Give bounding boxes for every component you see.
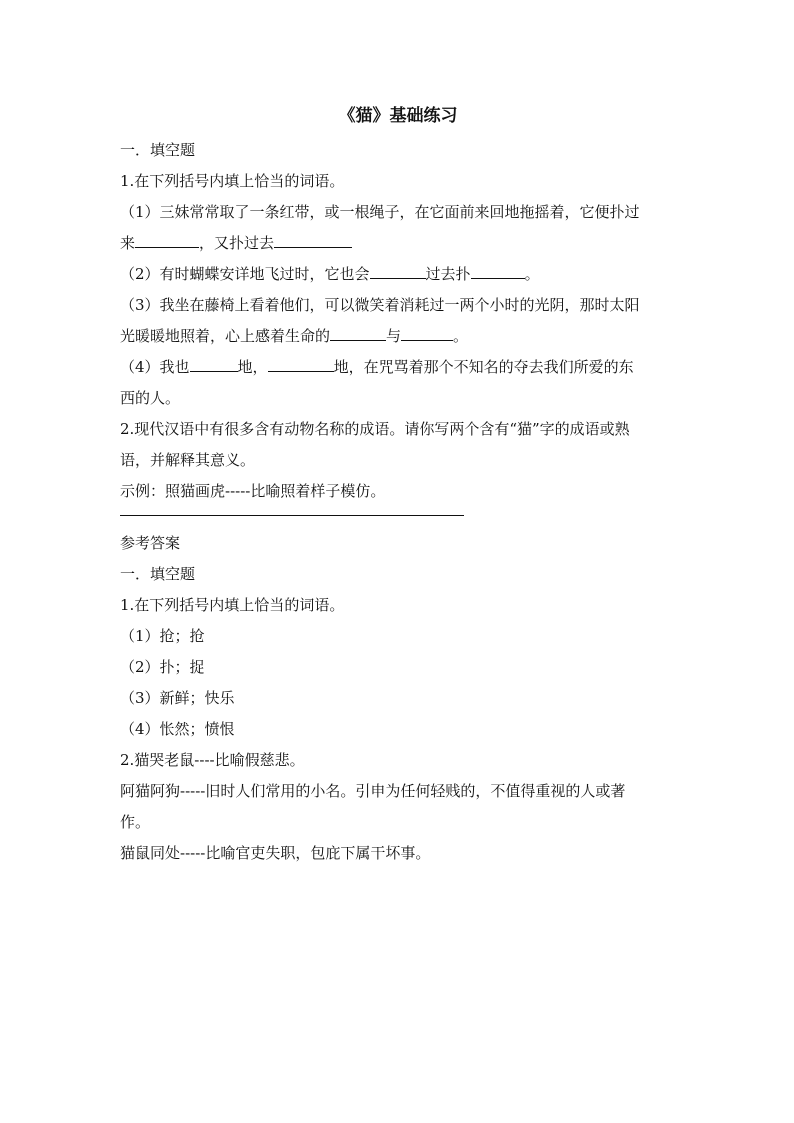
question-text: 光暖暖地照着，心上感着生命的 xyxy=(120,327,331,345)
answers-question-1-prompt: 1.在下列括号内填上恰当的词语。 xyxy=(120,596,345,614)
document-title: 《猫》基础练习 xyxy=(338,106,458,126)
question-text: 地，在咒骂着那个不知名的夺去我们所爱的东 xyxy=(333,358,634,376)
question-text: （4）我也 xyxy=(120,358,190,376)
answer-q2-line-3: 作。 xyxy=(120,813,151,831)
question-text: ，又扑过去 xyxy=(199,234,275,252)
answer-q2-line-2: 阿猫阿狗-----旧时人们常用的小名。引申为任何轻贱的，不值得重视的人或著 xyxy=(120,782,626,800)
question-2-line-1: 2.现代汉语中有很多含有动物名称的成语。请你写两个含有“猫”字的成语或熟 xyxy=(120,420,630,438)
question-1-prompt: 1.在下列括号内填上恰当的词语。 xyxy=(120,172,345,190)
question-text: 地， xyxy=(237,358,268,376)
question-text: 。 xyxy=(453,327,469,345)
question-2-example: 示例：照猫画虎-----比喻照着样子模仿。 xyxy=(120,482,386,500)
question-1-4-line-1 xyxy=(120,352,676,383)
question-text: （2）有时蝴蝶安详地飞过时，它也会 xyxy=(120,265,370,283)
question-text: 过去扑 xyxy=(425,265,471,283)
question-text: 来 xyxy=(120,234,136,252)
answer-q2-line-1: 2.猫哭老鼠----比喻假慈悲。 xyxy=(120,751,305,769)
answer-blank xyxy=(330,323,386,341)
answers-section-heading: 一．填空题 xyxy=(120,565,196,583)
question-text: 。 xyxy=(524,265,540,283)
answer-blank xyxy=(370,261,426,279)
answer-blank xyxy=(135,230,199,248)
question-1-4-line-2: 西的人。 xyxy=(120,389,181,407)
answer-blank xyxy=(471,261,525,279)
section-divider xyxy=(120,515,464,516)
question-1-3-line-2 xyxy=(120,321,676,352)
question-1-3-line-1: （3）我坐在藤椅上看着他们，可以微笑着消耗过一两个小时的光阴，那时太阳 xyxy=(120,296,640,314)
answer-4: （4）怅然；愤恨 xyxy=(120,720,235,738)
answer-1: （1）抢；抢 xyxy=(120,627,205,645)
question-text: 与 xyxy=(386,327,402,345)
answer-blank xyxy=(274,230,352,248)
section-heading: 一．填空题 xyxy=(120,141,196,159)
answer-2: （2）扑；捉 xyxy=(120,658,205,676)
answers-heading: 参考答案 xyxy=(120,534,181,552)
document-page xyxy=(120,100,676,869)
answer-blank xyxy=(401,323,453,341)
answer-q2-line-4: 猫鼠同处-----比喻官吏失职，包庇下属干坏事。 xyxy=(120,844,431,862)
answer-blank xyxy=(268,354,334,372)
answer-blank xyxy=(190,354,238,372)
question-2-line-2: 语，并解释其意义。 xyxy=(120,451,256,469)
question-1-1-line-2 xyxy=(120,228,676,259)
question-1-2 xyxy=(120,259,676,290)
answer-3: （3）新鲜；快乐 xyxy=(120,689,235,707)
question-1-1-line-1: （1）三妹常常取了一条红带，或一根绳子，在它面前来回地拖摇着，它便扑过 xyxy=(120,203,640,221)
